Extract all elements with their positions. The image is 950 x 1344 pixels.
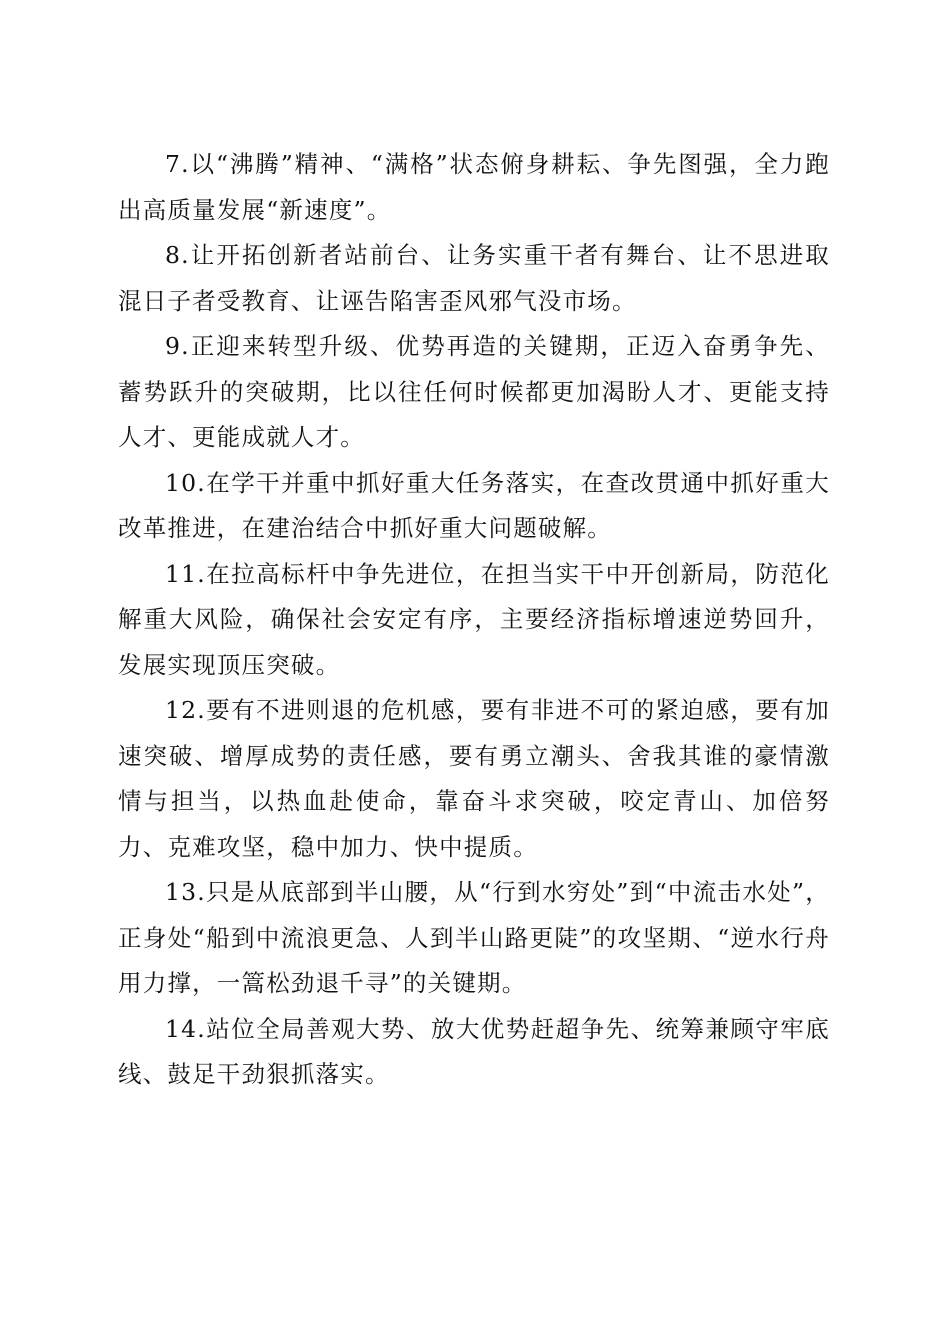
document-body: [118, 142, 830, 1098]
paragraph-12: 12.要有不进则退的危机感，要有非进不可的紧迫感，要有加速突破、增厚成势的责任感，要有勇立潮头、舍我其谁的豪情激情与担当，以热血赴使命，靠奋斗求突破，咬定青山、加倍努力、克难攻坚，稳中加力、快中提质。: [118, 696, 830, 861]
paragraph-11: 11.在拉高标杆中争先进位，在担当实干中开创新局，防范化解重大风险，确保社会安定有序，主要经济指标增速逆势回升，发展实现顶压突破。: [118, 559, 830, 679]
paragraph-10: 10.在学干并重中抓好重大任务落实，在查改贯通中抓好重大改革推进，在建治结合中抓好重大问题破解。: [118, 468, 830, 542]
paragraph-8: 8.让开拓创新者站前台、让务实重干者有舞台、让不思进取混日子者受教育、让诬告陷害歪风邪气没市场。: [118, 241, 830, 315]
paragraph-14: 14.站位全局善观大势、放大优势赶超争先、统筹兼顾守牢底线、鼓足干劲狠抓落实。: [118, 1014, 830, 1088]
paragraph-13: 13.只是从底部到半山腰，从“行到水穷处”到“中流击水处”，正身处“船到中流浪更急、人到半山路更陡”的攻坚期、“逆水行舟用力撑，一篙松劲退千寻”的关键期。: [118, 878, 830, 997]
paragraph-9: 9.正迎来转型升级、优势再造的关键期，正迈入奋勇争先、蓄势跃升的突破期，比以往任何时候都更加渴盼人才、更能支持人才、更能成就人才。: [118, 332, 830, 451]
paragraph-7: 7.以“沸腾”精神、“满格”状态俯身耕耘、争先图强，全力跑出高质量发展“新速度”。: [118, 150, 830, 224]
